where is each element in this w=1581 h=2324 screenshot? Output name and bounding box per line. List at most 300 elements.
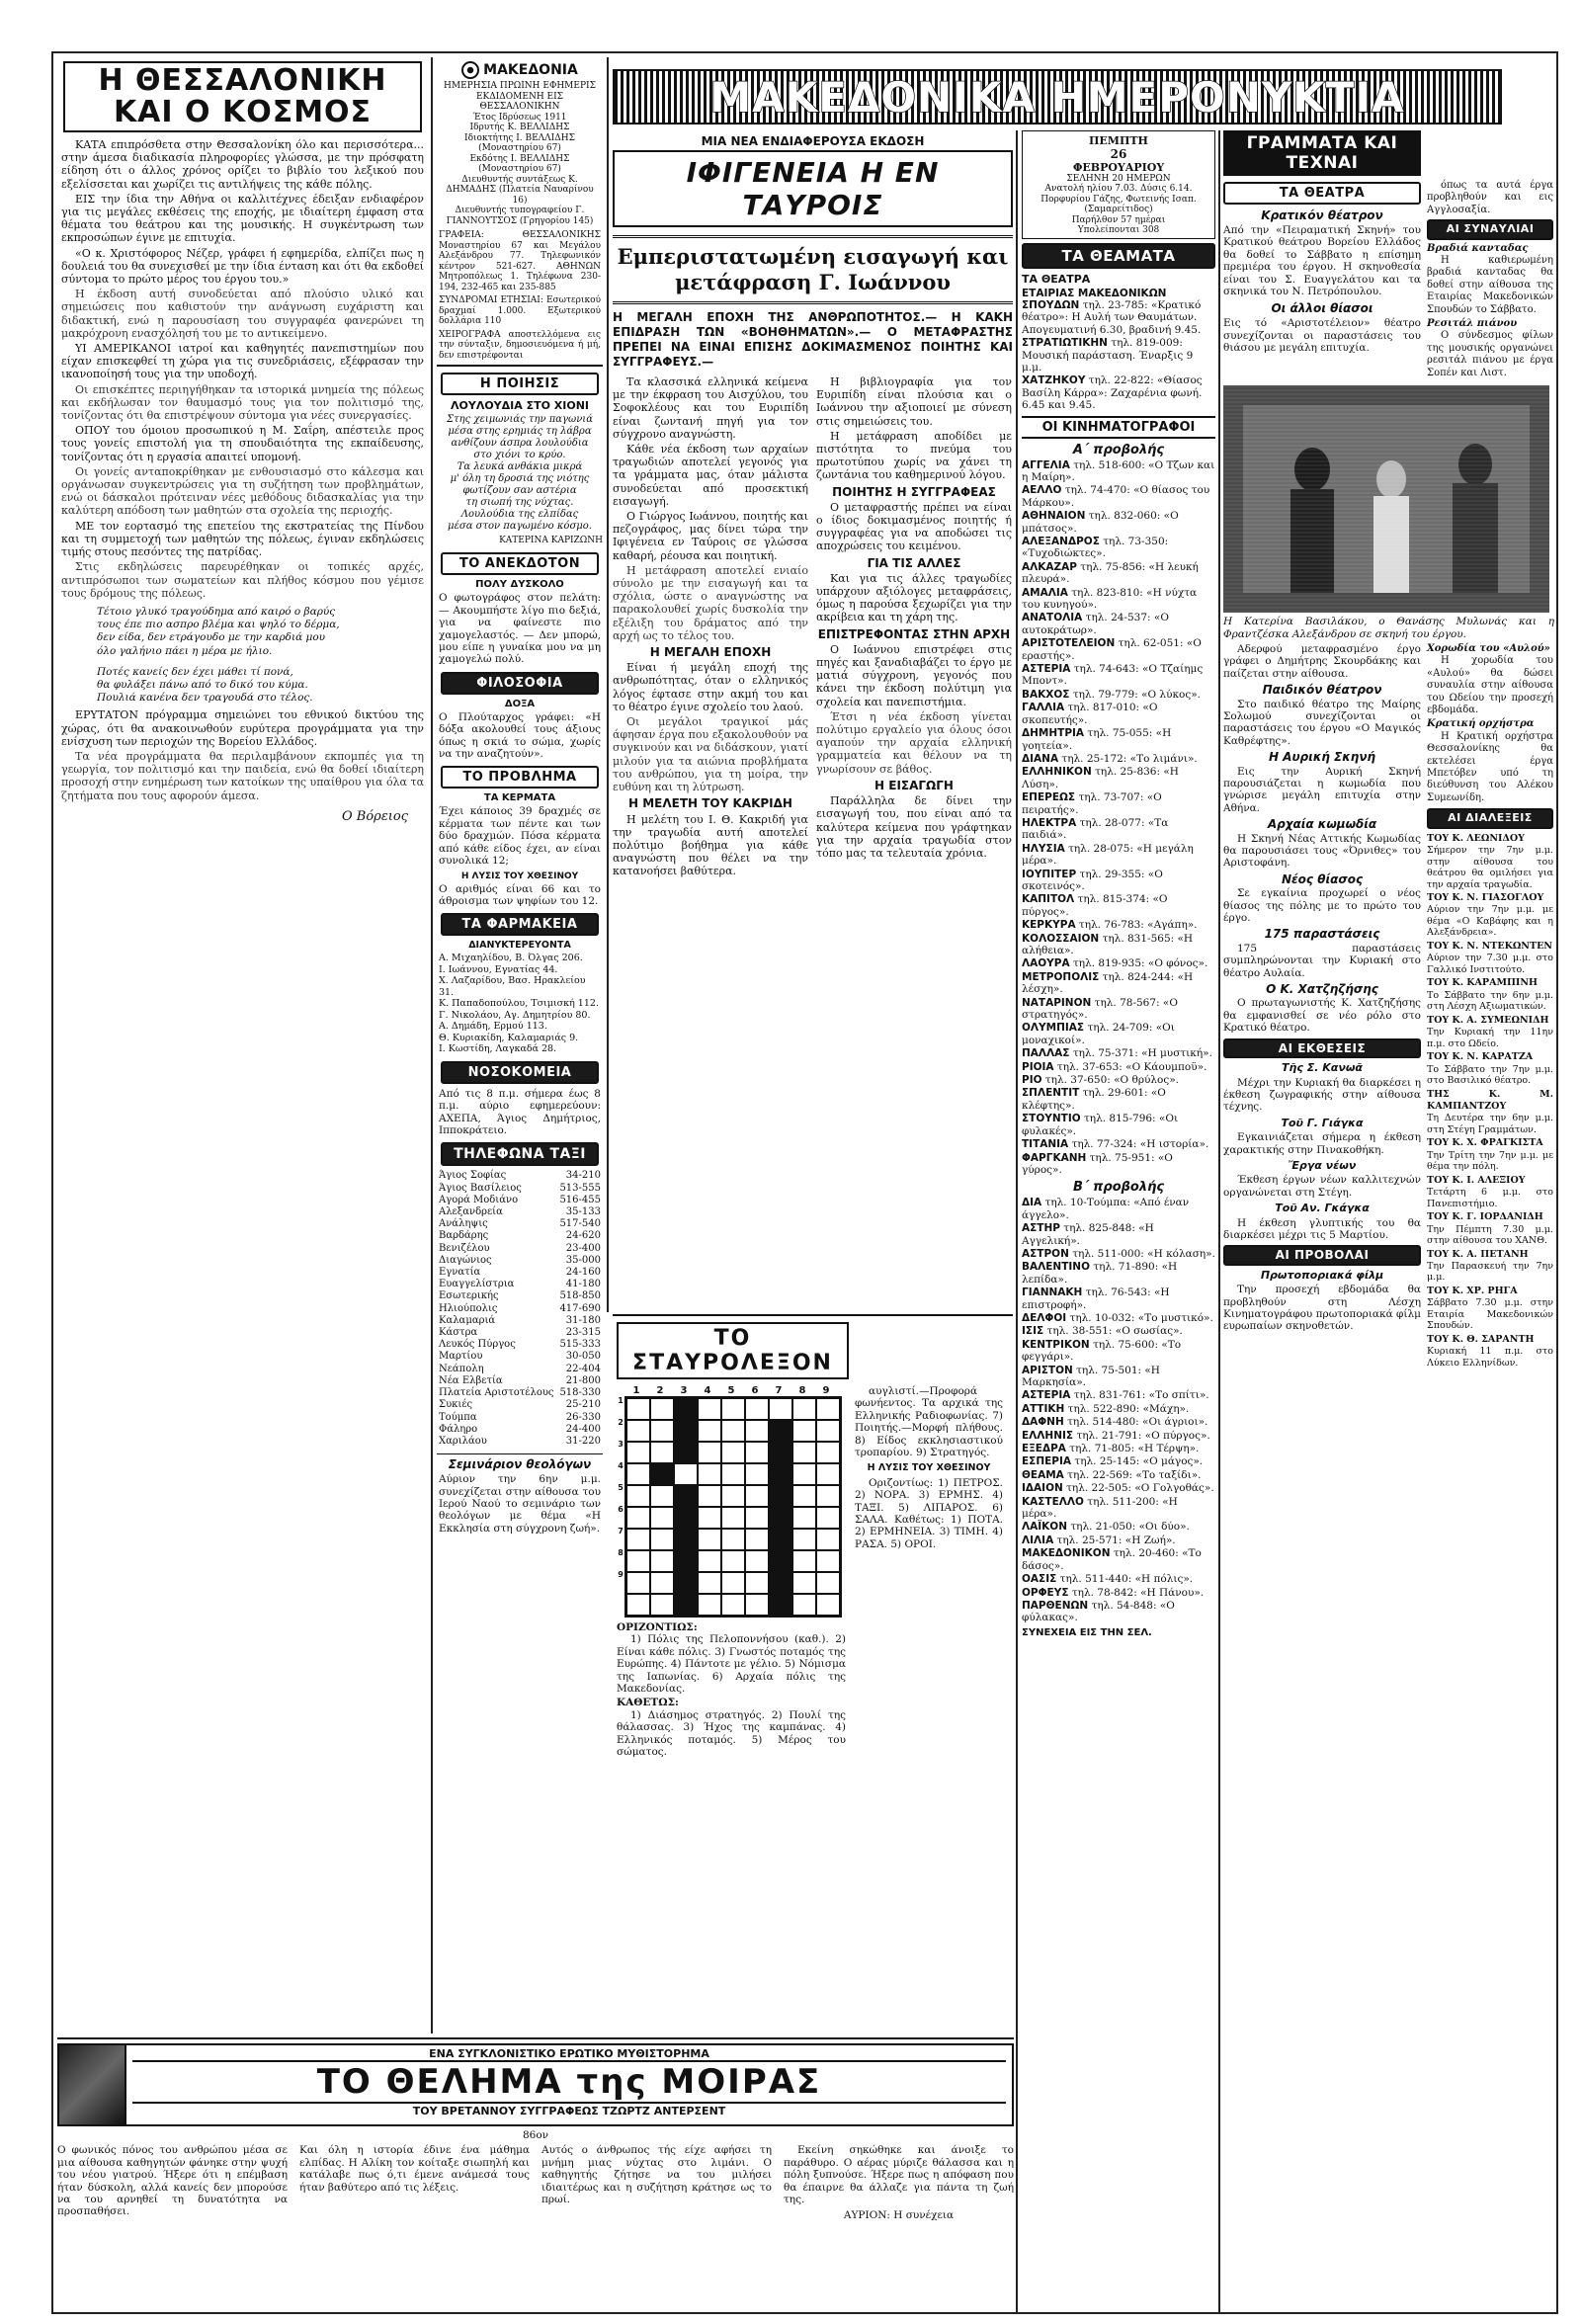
crossword-row-number: 8 [618, 1548, 624, 1557]
taxi-stand: Κάστρα [439, 1327, 478, 1339]
concert-subhead: Βραδιά κανταδας [1427, 242, 1529, 254]
film-info: τηλ. 823-810: «Η νύχτα του κυνηγού». [1022, 586, 1198, 612]
crossword-cell [769, 1507, 792, 1529]
feature-subtitle: Εμπεριστατωμένη εισαγωγή και μετάφραση Γ. Ιωάννου [617, 244, 1009, 294]
philosophy-heading: ΦΙΛΟΣΟΦΙΑ [441, 672, 599, 695]
film-info: τηλ. 817-010: «Ο σκοπευτής». [1022, 702, 1158, 726]
theatre-listing [1022, 288, 1215, 337]
film-info: τηλ. 38-551: «Ο σωσίας». [1046, 1325, 1183, 1338]
cinema-name: ΑΡΙΣΤΟΝ [1022, 1364, 1073, 1376]
film-info: τηλ. 76-783: «Αγάπη». [1078, 919, 1198, 932]
film-info: τηλ. 73-350: «Τυχοδιώκτες». [1022, 536, 1169, 560]
taxi-phone: 417-690 [559, 1302, 601, 1314]
crossword-cell [745, 1529, 769, 1550]
novel-text: Αυτός ο άνθρωπος τής είχε αφήσει τη μνήμη μιας νύχτας στο λιμάνι. Ο καθηγητής ζήτησε να του μιλήσει ιδιαιτέρως και η συζήτηση κράτησε ως το πρωί. [541, 2144, 772, 2206]
taxi-stand: Μαρτίου [439, 1351, 483, 1363]
date-box [1022, 130, 1215, 239]
concerts-heading: ΑΙ ΣΥΝΑΥΛΙΑΙ [1427, 219, 1553, 239]
taxi-stand: Αγορά Μοδιάνο [439, 1194, 519, 1205]
lecture-speaker: ΤΟΥ Κ. ΚΑΡΑΜΠΙΝΗ [1427, 977, 1539, 989]
film-listing [1022, 933, 1215, 957]
film-listing [1022, 1416, 1215, 1428]
paper-publisher: Εκδότης Ι. ΒΕΛΛΙΔΗΣ (Μοναστηρίου 67) [469, 153, 570, 174]
screenings-heading: ΑΙ ΠΡΟΒΟΛΑΙ [1223, 1245, 1421, 1265]
poem-line: θα φυλάξει πάνω από το δικό του κύμα. [97, 678, 308, 691]
feature-para: Η μελέτη του Ι. Θ. Κακριδή για την τραγωδία αυτή αποτελεί πολύτιμο βοήθημα για κάθε αναγνώστη που θέλει να την κατανοήσει βαθύτερα. [613, 812, 808, 878]
paper-printer: Διευθυντής τυπογραφείου Γ. ΓΙΑΝΝΟΥΤΣΟΣ (Γρηγορίου 145) [446, 206, 594, 226]
novel-text: Εκείνη σηκώθηκε και άνοιξε το παράθυρο. Ο αέρας μύριζε θάλασσα και η πόλη ξυπνούσε. Ήξερε πως η απόφαση που θα έπαιρνε θα άλλαζε για πάντα τη ζωή της. [784, 2144, 1014, 2206]
cinema-name: ΣΠΛΕΝΤΙΤ [1022, 1087, 1080, 1100]
exhibitions-heading: ΑΙ ΕΚΘΕΣΕΙΣ [1223, 1038, 1421, 1058]
paper-offices: ΓΡΑΦΕΙΑ: ΘΕΣΣΑΛΟΝΙΚΗΣ Μοναστηρίου 67 και Μεγάλου Αλεξάνδρου 77. Τηλεφωνικόν κέντρον 521-627. ΑΘΗΝΩΝ Μητροπόλεως 1. Τηλέφωνα 230-194, 232-465 και 235-885 [439, 230, 601, 292]
film-info: τηλ. 78-567: «Ο στρατηγός». [1022, 996, 1178, 1022]
pharmacies-heading: ΤΑ ΦΑΡΜΑΚΕΙΑ [441, 913, 599, 936]
film-info: τηλ. 825-848: «Η Αγγελική». [1022, 1222, 1154, 1247]
film-info: τηλ. 815-374: «Ο πύργος». [1022, 893, 1168, 918]
problem-text: Έχει κάποιος 39 δραχμές σε κέρματα των πέντε και των δύο δραχμών. Πόσα κέρματα από κάθε είδος έχει, αν είναι συνολικά 12; [439, 805, 601, 868]
paper-manuscripts: ΧΕΙΡΟΓΡΑΦΑ αποστελλόμενα εις την σύνταξιν, δημοσιευόμενα ή μή, δεν επιστρέφονται [439, 329, 601, 361]
theatre-name: ΧΑΤΖΗΚΟΥ [1022, 374, 1086, 387]
film-listing [1022, 1339, 1215, 1364]
taxi-phone: 517-540 [559, 1218, 601, 1230]
film-listing [1022, 1389, 1215, 1401]
crossword-cell [792, 1420, 816, 1442]
film-listing [1022, 637, 1215, 662]
screenings-text: Την προσεχή εβδομάδα θα προβληθούν στη Λέσχη Κινηματογράφου πρωτοποριακά φίλμ ευρωπαίων σκηνοθετών. [1223, 1284, 1421, 1333]
crossword-cell [769, 1485, 792, 1507]
cinema-name: ΔΗΜΗΤΡΙΑ [1022, 727, 1085, 740]
pharmacies-subtitle: ΔΙΑΝΥΚΤΕΡΕΥΟΝΤΑ [468, 940, 571, 952]
lecture-text: Την Παρασκευή την 7ην μ.μ. [1427, 1260, 1553, 1284]
left-signature: Ο Βόρειος [342, 808, 408, 824]
film-listing [1022, 689, 1215, 701]
taxi-row [439, 1303, 601, 1315]
film-info: τηλ. 37-650: «Ο θρύλος». [1044, 1074, 1179, 1087]
cinema-name: ΙΣΙΣ [1022, 1325, 1044, 1338]
film-listing [1022, 459, 1215, 484]
cinema-name: ΑΤΤΙΚΗ [1022, 1402, 1065, 1415]
taxi-stand: Διαγώνιος [439, 1254, 492, 1266]
poem-author: ΚΑΤΕΡΙΝΑ ΚΑΡΙΖΩΝΗ [499, 536, 603, 545]
film-listing [1022, 997, 1215, 1022]
taxi-row [439, 1339, 601, 1351]
crossword-row-number: 5 [618, 1483, 624, 1492]
film-info: τηλ. 831-565: «Η αλήθεια». [1022, 932, 1194, 956]
film-info: τηλ. 62-051: «Ο εραστής». [1022, 637, 1202, 662]
film-info: τηλ. 24-537: «Ο αυτοκράτωρ». [1022, 612, 1169, 636]
crossword-cell [792, 1463, 816, 1485]
taxi-stand: Λευκός Πύργος [439, 1339, 516, 1351]
cinema-name: ΙΔΑΙΟΝ [1022, 1482, 1063, 1495]
concert-subhead: Χορωδία του «Αυλού» [1427, 642, 1550, 654]
crossword-cell [650, 1420, 674, 1442]
cinema-name: ΑΣΤΕΡΙΑ [1022, 663, 1071, 676]
cinema-name: ΡΙΟΙΑ [1022, 1060, 1054, 1073]
cinema-name: ΛΙΛΙΑ [1022, 1534, 1054, 1546]
crossword-cell [816, 1463, 840, 1485]
feature-title-box [613, 150, 1013, 227]
crossword-cell [745, 1398, 769, 1420]
cinema-name: ΗΛΕΚΤΡΑ [1022, 816, 1077, 829]
film-listing [1022, 1138, 1215, 1150]
taxi-stand: Νέα Ελβετία [439, 1374, 503, 1386]
film-info: τηλ. 75-055: «Η γοητεία». [1022, 727, 1172, 752]
left-para: ΟΠΟΥ του όμοιου προσωπικού η Μ. Σαΐρη, απέστειλε προς τους γονείς επιστολή για τη σπουδαιότητα της εκπαίδευσης, τονίζοντας ότι η εργασία απαιτεί υπομονή. [61, 424, 424, 463]
crossword-cell [816, 1398, 840, 1420]
feature-subhead: ΕΠΙΣΤΡΕΦΟΝΤΑΣ ΣΤΗΝ ΑΡΧΗ [817, 626, 1011, 641]
feature-para: Ο Γιώργος Ιωάννου, ποιητής και πεζογράφος, μας δίνει τώρα την Ιφιγένεια εν Ταύροις σε γλώσσα καθαρή, ρέουσα και ποιητική. [613, 510, 808, 562]
taxi-stand: Τούμπα [439, 1411, 477, 1423]
film-listing [1022, 817, 1215, 842]
other-troupes-text: Εις τό «Αριστοτέλειον» θέατρο συνεχίζονται οι παραστάσεις του θιάσου με μεγάλη επιτυχία. [1223, 317, 1421, 355]
film-listing [1022, 1443, 1215, 1454]
film-info: τηλ. 25-145: «Ο μάγος». [1074, 1455, 1204, 1468]
arts-banner-text: ΓΡΑΜΜΑΤΑ ΚΑΙ ΤΕΧΝΑΙ [1246, 133, 1398, 173]
crossword-section [613, 1314, 1013, 1759]
taxi-stand: Βαρδάρης [439, 1230, 489, 1242]
crossword-col-number: 4 [704, 1385, 711, 1396]
lectures-heading: ΑΙ ΔΙΑΛΕΞΕΙΣ [1427, 808, 1553, 828]
taxi-stand: Ανάληψις [439, 1218, 488, 1230]
crossword-col-number: 5 [727, 1385, 735, 1396]
section-banner [613, 69, 1502, 124]
crossword-row-number: 3 [618, 1440, 624, 1449]
taxi-phone: 515-333 [559, 1339, 601, 1351]
taxi-stand: Εγνατία [439, 1267, 481, 1279]
lecture-speaker: ΤΟΥ Κ. Α. ΠΕΤΑΝΗ [1427, 1248, 1529, 1260]
feature-kicker: ΜΙΑ ΝΕΑ ΕΝΔΙΑΦΕΡΟΥΣΑ ΕΚΔΟΣΗ [701, 134, 925, 148]
poem-line: Πουλιά κανένα δεν τραγουδά στο τέλος. [97, 692, 313, 705]
paper-brand: ΜΑΚΕΔΟΝΙΑ [483, 62, 578, 78]
film-listing [1022, 484, 1215, 509]
poem-title: ΛΟΥΛΟΥΔΙΑ ΣΤΟ ΧΙΟΝΙ [450, 399, 590, 412]
lecture-text: Το Σάββατο την 6ην μ.μ. στη Λέσχη Αξιωματικών. [1427, 989, 1553, 1013]
crossword-cell [698, 1529, 721, 1550]
theatres-subheading: ΤΑ ΘΕΑΤΡΑ [1022, 272, 1091, 286]
taxi-row [439, 1436, 601, 1448]
taxi-phone: 518-850 [559, 1290, 601, 1302]
crossword-cell [769, 1463, 792, 1485]
film-info: τηλ. 75-951: «Ο γύρος». [1022, 1151, 1173, 1176]
film-listing [1022, 1061, 1215, 1073]
problem-heading: ΤΟ ΠΡΟΒΛΗΜΑ [441, 766, 599, 788]
film-listing [1022, 702, 1215, 726]
lecture-speaker: ΤΟΥ Κ. Ι. ΑΛΕΞΙΟΥ [1427, 1174, 1526, 1186]
actor-head [1376, 460, 1406, 498]
crossword-across-title: ΟΡΙΖΟΝΤΙΩΣ: [617, 1621, 698, 1633]
feature-para: Κάθε νέα έκδοση των αρχαίων τραγωδιών αποτελεί γεγονός για τα γράμματα μας, όταν μάλιστα συνοδεύεται από προσεκτική εισαγωγή. [613, 443, 808, 508]
arts-banner [1223, 130, 1421, 176]
taxi-phone: 31-180 [565, 1314, 601, 1326]
cinema-name: ΟΑΣΙΣ [1022, 1573, 1057, 1586]
emblem-icon [461, 61, 479, 79]
crossword-cell [745, 1572, 769, 1594]
film-info: τηλ. 511-440: «Η πόλις». [1059, 1573, 1194, 1586]
taxi-row [439, 1255, 601, 1267]
anecdote-heading: ΤΟ ΑΝΕΚΔΟΤΟΝ [441, 552, 599, 575]
poem-line: Στης χειμωνιάς την παγωνιά [447, 414, 593, 425]
crossword-cell [674, 1550, 698, 1572]
crossword-col-number: 8 [798, 1385, 806, 1396]
left-title-text: Η ΘΕΣΣΑΛΟΝΙΚΗ ΚΑΙ Ο ΚΟΣΜΟΣ [98, 63, 387, 129]
crossword-cell [650, 1463, 674, 1485]
film-listing [1022, 1587, 1215, 1599]
first-run-list [1022, 459, 1215, 1177]
lecture-speaker: ΤΟΥ Κ. Θ. ΣΑΡΑΝΤΗ [1427, 1333, 1535, 1345]
other-troupes-subhead: Οι άλλοι θίασοι [1271, 301, 1373, 316]
taxi-phone: 41-180 [565, 1279, 601, 1290]
arts-subhead: Νέος θίασος [1281, 872, 1364, 886]
actor-head [1458, 444, 1492, 485]
film-info: τηλ. 74-470: «Ο θίασος του Μάρκου». [1022, 484, 1210, 509]
cinema-name: ΔΕΛΦΟΙ [1022, 1311, 1067, 1324]
film-listing [1022, 1248, 1215, 1260]
crossword-cell [650, 1529, 674, 1550]
crossword-cell [674, 1420, 698, 1442]
crossword-cell [745, 1507, 769, 1529]
novel-text: Ο φωνικός πόνος του ανθρώπου μέσα σε μια αίθουσα καθηγητών φάνηκε στην ψυχή του νέου γιατρού. Ήξερε ότι η επέμβαση ήταν δύσκολη, αλλά κανείς δεν μπορούσε να του αρνηθεί τη δυνατότητα να προσπαθήσει. [57, 2144, 288, 2218]
film-info: τηλ. 25-571: «Η Ζωή». [1056, 1534, 1176, 1546]
feature-para: Η μετάφραση αποδίδει με πιστότητα το πνεύμα του πρωτοτύπου χωρίς να χάνει τη ζωντάνια του καθημερινού λόγου. [816, 429, 1012, 482]
film-info: τηλ. 75-856: «Η λευκή πλευρά». [1022, 560, 1199, 586]
date-moon: ΣΕΛΗΝΗ 20 ΗΜΕΡΩΝ [1066, 174, 1171, 184]
crossword-cell [626, 1398, 650, 1420]
seminar-title: Σεμινάριον θεολόγων [437, 1453, 603, 1471]
taxi-stand: Νεάπολη [439, 1363, 484, 1374]
poem-line: δεν είδα, δεν ετράγουδο με την καρδιά μου [97, 631, 326, 644]
film-listing [1022, 1521, 1215, 1533]
date-remaining: Υπολείπονται 308 [1077, 224, 1160, 235]
film-info: τηλ. 74-643: «Ο Τζαίημς Μποντ». [1022, 663, 1204, 688]
cinema-name: ΘΕΑΜΑ [1022, 1468, 1064, 1481]
poem-line: τους έπε πιο ασπρο βλέμα και ψηλό το δέρμα, [97, 619, 340, 631]
listings-column [1022, 130, 1215, 2309]
cinema-name: ΒΑΚΧΟΣ [1022, 688, 1070, 701]
actor-body [1373, 496, 1409, 593]
crossword-cell [721, 1507, 745, 1529]
lecture-speaker: ΤΟΥ Κ. ΛΕΩΝΙΔΟΥ [1427, 832, 1525, 844]
exhibition-subhead: Τῆς Σ. Κανωᾶ [1282, 1061, 1363, 1075]
anecdote-subtitle: ΠΟΛΥ ΔΥΣΚΟΛΟ [475, 579, 564, 591]
cinema-name: ΑΣΤΕΡΙΑ [1022, 1389, 1071, 1402]
taxi-row [439, 1267, 601, 1279]
cinema-name: ΑΣΤΗΡ [1022, 1222, 1060, 1235]
crossword-row-number: 9 [618, 1570, 624, 1579]
crossword-cell [745, 1550, 769, 1572]
feature-deck: Η ΜΕΓΑΛΗ ΕΠΟΧΗ ΤΗΣ ΑΝΘΡΩΠΟΤΗΤΟΣ.— Η ΚΑΚΗ ΕΠΙΔΡΑΣΗ ΤΩΝ «ΒΟΗΘΗΜΑΤΩΝ».— Ο ΜΕΤΑΦΡΑΣΤΗΣ ΠΡΕΠΕΙ ΝΑ ΕΙΝΑΙ ΕΠΙΣΗΣ ΔΟΚΙΜΑΣΜΕΝΟΣ ΠΟΙΗΤΗΣ ΚΑΙ ΣΥΓΓΡΑΦΕΥΣ.— [613, 310, 1013, 369]
crossword-cell [792, 1442, 816, 1463]
feature-subtitle-box [613, 235, 1013, 304]
left-para: ΜΕ τον εορτασμό της επετείου της εκστρατείας της Πίνδου και τη συμμετοχή των μαθητών της πόλεως, έγιναν εκδηλώσεις τιμής στους πεσόντες της πατρίδας. [61, 519, 424, 559]
cinema-name: ΕΞΕΔΡΑ [1022, 1443, 1066, 1455]
exhibition-subhead: Τοῦ Αν. Γκάγκα [1275, 1202, 1370, 1215]
film-listing [1022, 791, 1215, 816]
crossword-cell [769, 1442, 792, 1463]
cinema-name: ΔΙΑΝΑ [1022, 752, 1059, 765]
feature-para: Ο μεταφραστής πρέπει να είναι ο ίδιος δοκιμασμένος ποιητής ή συγγραφέας για να αποδώσει τις αποχρώσεις του κειμένου. [816, 500, 1012, 553]
crossword-cell [745, 1485, 769, 1507]
taxi-phone: 513-555 [559, 1182, 601, 1194]
cinema-name: ΤΙΤΑΝΙΑ [1022, 1138, 1069, 1151]
feature-subhead: Η ΕΙΣΑΓΩΓΗ [874, 778, 954, 792]
date-day: 26 [1110, 147, 1127, 161]
taxi-stand: Συκιές [439, 1399, 473, 1411]
crossword-cell [674, 1485, 698, 1507]
cinema-name: ΕΠΕΡΕΩΣ [1022, 791, 1076, 804]
crossword-across-clues: 1) Πόλις της Πελοποννήσου (καθ.). 2) Είναι κάθε πόλις. 3) Γνωστός ποταμός της Ευρώπης. 4) Πάντοτε με γέλιο. 5) Νόμισμα της Ιαπωνίας. 6) Αρχαία πόλις της Μακεδονίας. [617, 1633, 846, 1696]
paper-subscriptions: ΣΥΝΔΡΟΜΑΙ ΕΤΗΣΙΑΙ: Εσωτερικού δραχμαί 1.000. Εξωτερικού δολλάρια 110 [439, 295, 601, 326]
film-info: τηλ. 28-075: «Η μεγάλη μέρα». [1022, 842, 1194, 868]
crossword-cell [745, 1420, 769, 1442]
crossword-col-number: 9 [822, 1385, 830, 1396]
pharmacy-item: Ι. Κωστίδη, Λαγκαδά 28. [439, 1043, 557, 1055]
state-theatre-subhead: Κρατικόν θέατρον [1261, 208, 1383, 222]
crossword-col-number: 6 [751, 1385, 759, 1396]
crossword-cell [769, 1572, 792, 1594]
crossword-cell [745, 1594, 769, 1616]
date-info: Ανατολή ηλίου 7.03. Δύσις 6.14. Πορφυρίου Γάζης, Φωτεινής Ισαπ. (Σαμαρείτιδος) [1040, 184, 1197, 214]
banner-text: ΜΑΚΕΔΟΝΙΚΑ ΗΜΕΡΟΝΥΚΤΙΑ [709, 73, 1405, 122]
cinema-name: ΟΛΥΜΠΙΑΣ [1022, 1022, 1085, 1035]
concert-text: Η καθιερωμένη βραδιά κανταδας θα δοθεί στην αίθουσα της Εταιρίας Μακεδονικών Σπουδών το Σάββατο. [1427, 255, 1553, 315]
crossword-cell [698, 1420, 721, 1442]
pharmacy-item: Α. Μιχαηλίδου, Β. Όλγας 206. [439, 953, 583, 964]
cinema-name: ΒΑΛΕΝΤΙΝΟ [1022, 1261, 1090, 1274]
lecture-speaker: ΤΟΥ Κ. Ν. ΚΑΡΑΤΖΑ [1427, 1051, 1534, 1063]
lecture-speaker: ΤΟΥ Κ. ΧΡ. ΡΗΓΑ [1427, 1285, 1518, 1296]
taxi-row [439, 1290, 601, 1302]
feature-para: Η βιβλιογραφία για τον Ευριπίδη είναι πλούσια και ο Ιωάννου την αξιοποιεί με σύνεση στις σημειώσεις του. [816, 375, 1012, 428]
theatre-scene-photo [1223, 385, 1549, 613]
lecture-speaker: ΤΟΥ Κ. Χ. ΦΡΑΓΚΙΣΤΑ [1427, 1137, 1543, 1149]
crossword-cell [698, 1594, 721, 1616]
crossword-cell [626, 1529, 650, 1550]
film-info: τηλ. 21-050: «Οι δύο». [1070, 1521, 1190, 1534]
cinema-name: ΙΟΥΠΙΤΕΡ [1022, 868, 1077, 880]
crossword-cell [626, 1442, 650, 1463]
crossword-cell [721, 1442, 745, 1463]
serial-novel [57, 2037, 1014, 2309]
poem-line: στο χιόνι το κρύο. [473, 450, 566, 460]
film-info: τηλ. 75-371: «Η μυστική». [1072, 1047, 1212, 1060]
crossword-cell [650, 1550, 674, 1572]
taxi-row [439, 1351, 601, 1363]
problem-solution: Ο αριθμός είναι 66 και το άθροισμα των ψηφίων του 12. [439, 882, 601, 907]
crossword-cell [674, 1529, 698, 1550]
lecture-text: Αύριον την 7ην μ.μ. με θέμα «Ο Καβάφης και η Αλεξάνδρεια». [1427, 904, 1553, 939]
film-listing [1022, 1197, 1215, 1221]
taxi-row [439, 1170, 601, 1182]
crossword-cell [674, 1507, 698, 1529]
crossword-row-number: 2 [618, 1418, 624, 1427]
cinema-name: ΗΛΥΣΙΑ [1022, 842, 1065, 855]
film-listing [1022, 1325, 1215, 1337]
film-listing [1022, 893, 1215, 918]
novel-title: ΤΟ ΘΕΛΗΜΑ της ΜΟΙΡΑΣ [132, 2060, 1006, 2104]
film-info: τηλ. 77-324: «Η ιστορία». [1071, 1138, 1209, 1151]
film-listing [1022, 1222, 1215, 1247]
cinema-name: ΑΜΑΛΙΑ [1022, 586, 1068, 599]
film-info: τηλ. 73-707: «Ο πειρατής». [1022, 791, 1162, 816]
crossword-cell [769, 1550, 792, 1572]
crossword-down-title: ΚΑΘΕΤΩΣ: [617, 1697, 679, 1709]
poem-line: τη σιωπή της νύχτας. [465, 497, 574, 508]
film-info: τηλ. 522-890: «Μάχη». [1067, 1402, 1190, 1415]
lecture-text: Την Πέμπτη 7.30 μ.μ. στην αίθουσα του ΧΑΝΘ. [1427, 1223, 1553, 1247]
taxi-row [439, 1412, 601, 1424]
crossword-cell [745, 1463, 769, 1485]
hospitals-text: Από τις 8 π.μ. σήμερα έως 8 π.μ. αύριο εφημερεύουν: ΑΧΕΠΑ, Άγιος Δημήτριος, Ιπποκράτειο. [439, 1087, 601, 1137]
taxi-stand: Ηλιούπολις [439, 1302, 498, 1314]
left-poem [57, 602, 428, 708]
pharmacy-item: Γ. Νικολάου, Αγ. Δημητρίου 80. [439, 1009, 591, 1021]
taxi-phone: 23-400 [565, 1242, 601, 1254]
novel-text: Και όλη η ιστορία έδινε ένα μάθημα ελπίδας. Η Αλίκη τον κοίταξε σιωπηλή και κατάλαβε πως ό,τι έμενε ανάμεσά τους ήταν βαθύτερο από τις λέξεις. [299, 2144, 530, 2194]
cinema-name: ΝΑΤΑΡΙΝΟΝ [1022, 996, 1092, 1009]
taxi-row [439, 1218, 601, 1230]
crossword-col-number: 2 [656, 1385, 664, 1396]
poem-line: μέσα στον παγωμένο κόσμο. [448, 521, 592, 532]
crossword-cell [816, 1485, 840, 1507]
poem-line: ανθίζουν άσπρα λουλούδια [451, 438, 589, 449]
theatre-listing [1022, 374, 1215, 411]
taxi-phone: 24-620 [565, 1230, 601, 1242]
film-listing [1022, 1286, 1215, 1311]
feature-para: Ο Ιωάννου επιστρέφει στις πηγές και ξαναδιαβάζει το έργο με ματιά σύγχρονη, γεγονός που κάνει την έκδοση πολύτιμη για σχολεία και πανεπιστήμια. [816, 642, 1012, 708]
arts-subhead: Η Αυρική Σκηνή [1268, 750, 1376, 765]
crossword-title-box [617, 1322, 849, 1379]
cinema-name: ΜΑΚΕΔΟΝΙΚΟΝ [1022, 1547, 1111, 1560]
poem-line: μέσα στης ερημιάς τη λάβρα [448, 426, 592, 437]
cinema-name: ΚΕΝΤΡΙΚΟΝ [1022, 1338, 1090, 1351]
crossword-cell [816, 1529, 840, 1550]
crossword-cell [816, 1594, 840, 1616]
taxi-phone: 22-404 [565, 1363, 601, 1374]
crossword-row-number: 4 [618, 1461, 624, 1470]
cinema-name: ΣΤΟΥΝΤΙΟ [1022, 1113, 1081, 1125]
lecture-text: Τη Δευτέρα την 6ην μ.μ. στη Στέγη Γραμμάτων. [1427, 1113, 1553, 1135]
film-info: τηλ. 76-543: «Η επιστροφή». [1022, 1286, 1170, 1311]
film-listing [1022, 612, 1215, 636]
state-theatre-text: Από την «Πειραματική Σκηνή» του Κρατικού θεάτρου Βορείου Ελλάδος θα δοθεί το Σάββατο η επίσημη πρεμιέρα του έργου. Η σκηνοθεσία είναι του Σ. Ευαγγελάτου και τα σκηνικά του Ν. Πετρόπουλου. [1223, 224, 1421, 298]
cinema-name: ΚΟΛΟΣΣΑΙΟΝ [1022, 932, 1100, 945]
film-listing [1022, 1074, 1215, 1086]
first-run-heading: Α΄ προβολής [1072, 442, 1165, 457]
lecture-speaker: ΤΟΥ Κ. Ν. ΝΤΕΚΩΝΤΕΝ [1427, 940, 1552, 952]
lecture-text: Σάββατο 7.30 μ.μ. στην Εταιρία Μακεδονικών Σπουδών. [1427, 1297, 1553, 1332]
crossword-cell [674, 1463, 698, 1485]
crossword-cell [721, 1420, 745, 1442]
feature-para: Και για τις άλλες τραγωδίες υπάρχουν αξιόλογες μεταφράσεις, όμως η παρούσα ξεχωρίζει για την ακρίβεια και τη χάρη της. [816, 571, 1012, 624]
cinema-name: ΔΙΑ [1022, 1197, 1042, 1209]
cinema-name: ΡΙΟ [1022, 1074, 1042, 1087]
film-listing [1022, 1482, 1215, 1494]
film-listing [1022, 1113, 1215, 1137]
film-info: τηλ. 79-779: «Ο λύκος». [1072, 688, 1202, 701]
crossword-cell [816, 1420, 840, 1442]
cinema-name: ΜΕΤΡΟΠΟΛΙΣ [1022, 970, 1100, 983]
arts-text: Σε εγκαίνια προχωρεί ο νέος θίασος της πόλης με το πρώτο του έργο. [1223, 887, 1421, 925]
crossword-cell [698, 1572, 721, 1594]
crossword-col-number: 1 [632, 1385, 640, 1396]
feature-title: ΙΦΙΓΕΝΕΙΑ Η ΕΝ ΤΑΥΡΟΙΣ [686, 156, 940, 221]
taxi-row [439, 1195, 601, 1206]
crossword-cell [626, 1594, 650, 1616]
theatre-info: τηλ. 819-009: Μουσική παράσταση. Έναρξις 9 μ.μ. [1022, 337, 1194, 374]
film-info: τηλ. 71-890: «Η λεπίδα». [1022, 1261, 1178, 1286]
taxi-row [439, 1183, 601, 1195]
crossword-cell [626, 1572, 650, 1594]
